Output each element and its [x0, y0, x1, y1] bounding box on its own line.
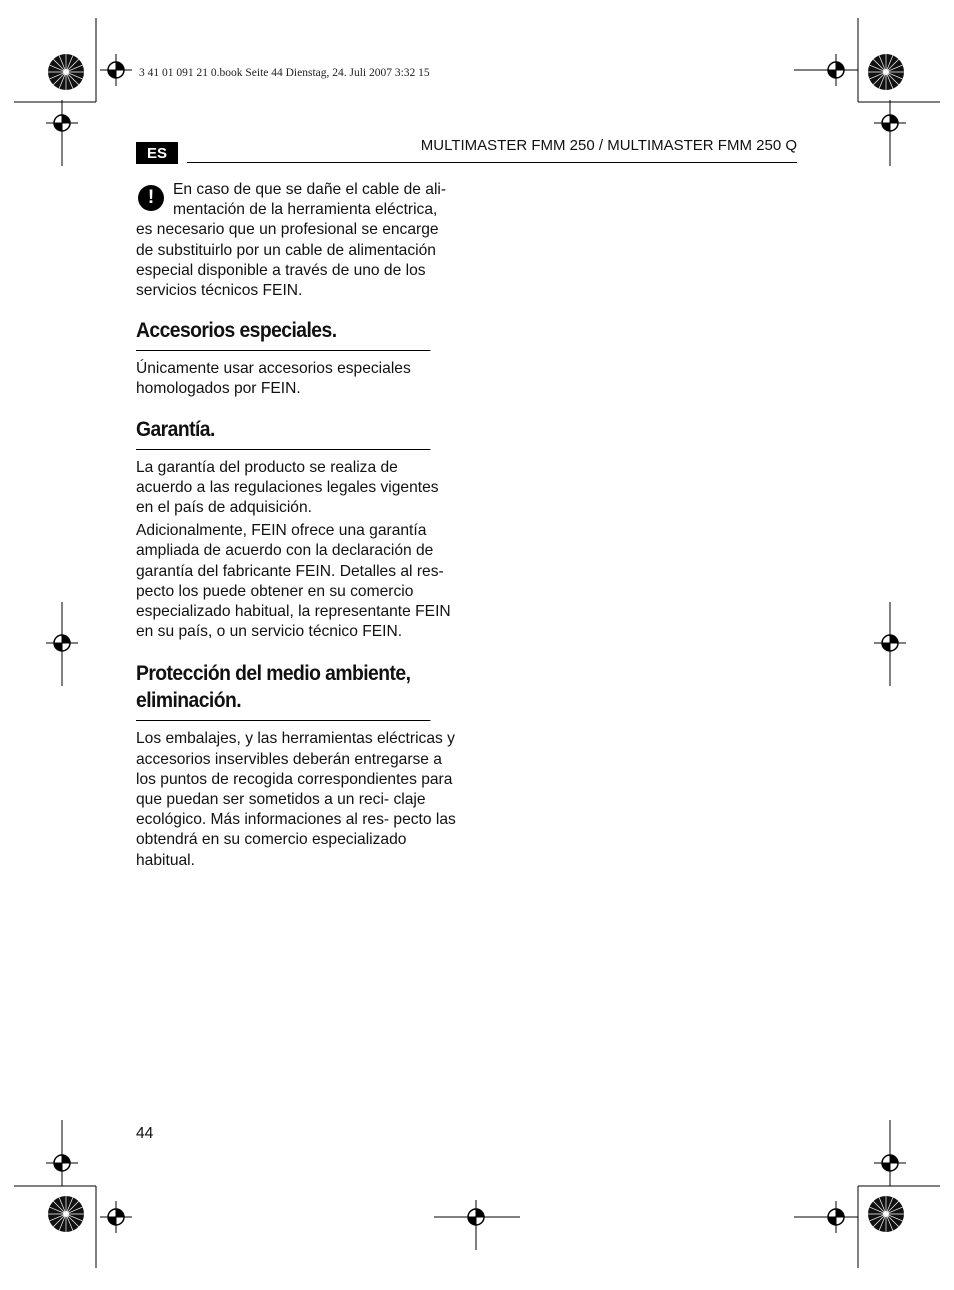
language-badge: ES: [136, 142, 178, 164]
main-column: [136, 180, 456, 871]
warning-note: [136, 180, 456, 301]
section-title: Protección del medio ambiente, eliminación.: [136, 660, 430, 721]
title-part: ULTI: [433, 137, 465, 154]
section-title: Accesorios especiales.: [136, 317, 430, 351]
title-part: M: [651, 137, 664, 154]
running-title: [421, 137, 797, 154]
section-paragraph: Únicamente usar accesorios especiales homologados por FEIN.: [136, 360, 411, 398]
title-part: M: [420, 137, 434, 154]
title-part: M: [464, 137, 478, 154]
section-paragraph: La garantía del producto se realiza de acuerdo a las regulaciones legales vigentes en el país de adquisición.: [136, 458, 439, 517]
section-paragraph: Adicionalmente, FEIN ofrece una garantía ampliada de acuerdo con la declaración de garantía del fabricante FEIN. Detalles al res- pecto los puede obtener en su comercio especializado habitual, la representante FEIN en su país, o un servicio técnico FEIN.: [136, 522, 451, 641]
title-part: FMM 250 Q: [713, 137, 797, 154]
exclamation-icon: !: [138, 185, 164, 211]
title-part: ULTI: [619, 137, 652, 154]
file-info: 3 41 01 091 21 0.book Seite 44 Dienstag, 24. Juli 2007 3:32 15: [139, 67, 430, 79]
section-paragraph: Los embalajes, y las herramientas eléctricas y accesorios inservibles deberán entregarse a los puntos de recogida correspondientes para que puedan ser sometidos a un reci- claje ecológico. Más informaciones al res- pecto las obtendrá en su comercio especializado habitual.: [136, 730, 456, 869]
title-part: ASTER: [663, 137, 714, 154]
section-title: Garantía.: [136, 416, 430, 450]
page-number: 44: [136, 1125, 154, 1142]
title-part: M: [607, 137, 620, 154]
header-rule: [187, 162, 797, 163]
title-part: ASTER: [477, 137, 528, 154]
warning-text: En caso de que se dañe el cable de ali- mentación de la herramienta eléctrica, es necesario que un profesional se encarge de substituirlo por un cable de alimentación especial disponible a través de uno de los servicios técnicos FEIN.: [136, 181, 447, 300]
title-part: FMM 250 /: [527, 137, 608, 154]
